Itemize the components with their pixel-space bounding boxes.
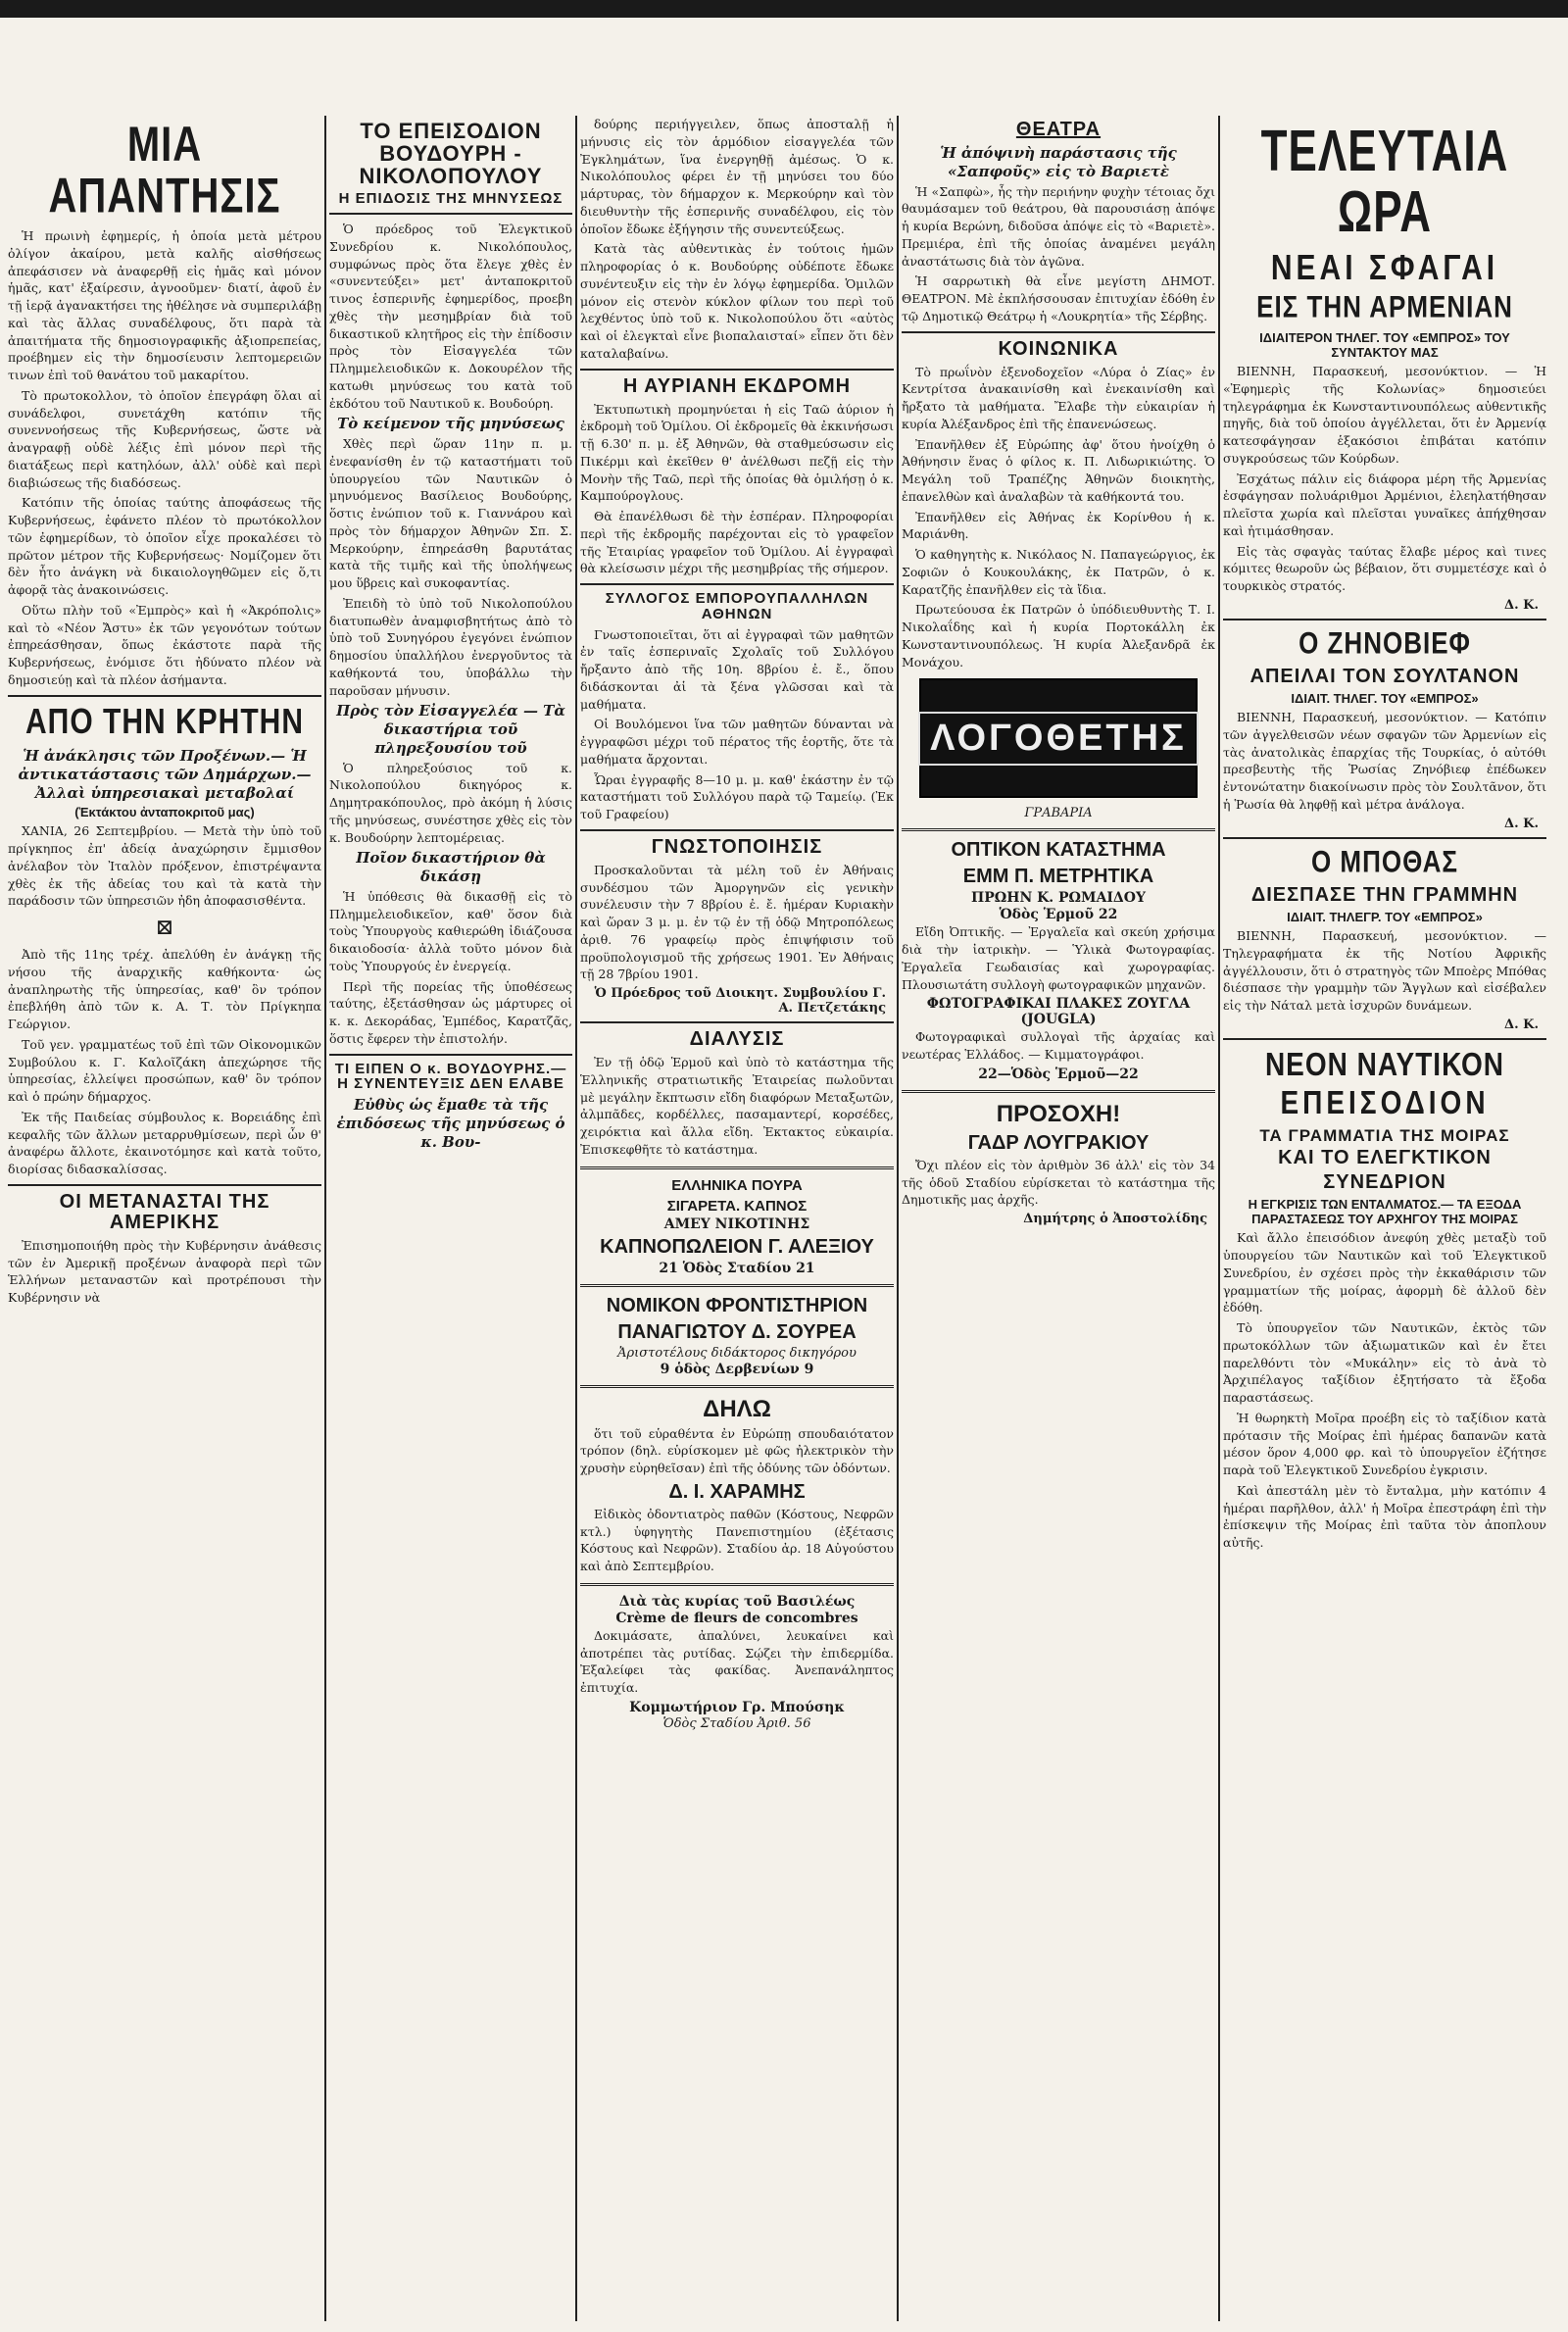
column-3 <box>580 116 894 1732</box>
headline-gnostopoiisis: ΓΝΩΣΤΟΠΟΙΗΣΙΣ <box>651 835 823 858</box>
column-rule <box>1218 116 1220 2321</box>
subheadline: Πρὸς τὸν Εἰσαγγελέα — Τὰ δικαστήρια τοῦ πληρεξουσίου τοῦ <box>336 702 565 757</box>
headline-armenia: ΕΙΣ ΤΗΝ ΑΡΜΕΝΙΑΝ <box>1256 288 1513 324</box>
ad-small: ΓΡΑΒΑΡΙΑ <box>1024 806 1093 821</box>
divider <box>1223 619 1546 620</box>
article-paragraph: Θὰ ἐπανέλθωσι δὲ τὴν ἑσπέραν. Πληροφορίαι περὶ τῆς ἐκδρομῆς παρέχονται εἰς τὸ γραφεῖον τῆς Ἐταιρίας γραφεῖον τοῦ Ὁμίλου. Αἱ ἐγγραφαὶ θὰ κλείσωσιν μέχρι τῆς μεσημβρίας τῆς σήμερον. <box>580 509 894 576</box>
ad-title: ΓΑΔΡ ΛΟΥΓΡΑΚΙΟΥ <box>967 1131 1150 1154</box>
ad-line: 22—Ὁδὸς Ἑρμοῦ—22 <box>978 1066 1139 1082</box>
signature: Δ. Κ. <box>1504 597 1539 613</box>
ad-paragraph: Δοκιμάσατε, ἀπαλύνει, λευκαίνει καὶ ἀποτρέπει τὰς ρυτίδας. Σῴζει τὴν ἐπιδερμίδα. Ἐξαλείφει τὰς φακίδας. Ἀνεπανάληπτος ἐπιτυχία. <box>580 1627 894 1695</box>
signature: Ὁ Πρόεδρος τοῦ Διοικητ. Συμβουλίου Γ. Α. Πετζετάκης <box>594 986 886 1016</box>
article-paragraph: Ὁ πληρεξούσιος τοῦ κ. Νικολοπούλου δικηγόρος κ. Δημητρακόπουλος, πρὸ ἀκόμη ἡ λύσις τῆς μηνύσεως, συνέστησε χθὲς εἰς τὸν κ. Βουδούρην λεπτομέρειας. <box>329 760 572 845</box>
ad-image-text: ΛΟΓΟΘΕΤΗΣ <box>918 712 1199 766</box>
divider <box>902 1090 1215 1093</box>
divider <box>1223 1038 1546 1040</box>
ad-small: Ἀριστοτέλους διδάκτορος δικηγόρου <box>617 1345 857 1361</box>
headline-metanastai: ΟΙ ΜΕΤΑΝΑΣΤΑΙ ΤΗΣ ΑΜΕΡΙΚΗΣ <box>59 1190 270 1233</box>
divider <box>580 369 894 371</box>
headline-synedrion: ΣΥΝΕΔΡΙΟΝ <box>1323 1171 1446 1194</box>
signature: Δημήτρης ὁ Ἀποστολίδης <box>1023 1212 1207 1226</box>
headline-koinonika: ΚΟΙΝΩΝΙΚΑ <box>998 337 1119 360</box>
article-paragraph: Ἡ θωρηκτὴ Μοῖρα προέβη εἰς τὸ ταξίδιον κατὰ πρότασιν τῆς Μοίρας ἐπὶ ἡμέρας δαπανῶν κατὰ μέσον ὅρον 4,000 φρ. καὶ τὸ ὑπουργεῖον ἐζήτησε παρὰ τοῦ Ἐλεγκτικοῦ Συνεδρίου ἐγκρισιν. <box>1223 1410 1546 1478</box>
headline-zinovief: Ο ΖΗΝΟΒΙΕΦ <box>1298 624 1471 661</box>
column-1 <box>8 116 321 1310</box>
article-paragraph: Ἐν τῇ ὁδῷ Ἑρμοῦ καὶ ὑπὸ τὸ κατάστημα τῆς Ἑλληνικῆς στρατιωτικῆς Ἐταιρείας πωλοῦνται μὲ μεγάλην ἔκπτωσιν εἴδη διαφόρων Μεταξωτῶν, ἀλμπᾶδες, κορδέλλες, πασαμαντερί, κορσέδες, χειρόκτια καὶ ἄλλα εἴδη. Ἐκτακτος εὐκαιρία. Ἐπισκεφθῆτε τὸ κατάστημα. <box>580 1055 894 1157</box>
article-paragraph: Καὶ ἄλλο ἐπεισόδιον ἀνεφύη χθὲς μεταξὺ τοῦ ὑπουργείου τῶν Ναυτικῶν καὶ τοῦ Ἐλεγκτικοῦ Συνεδρίου, ἐν σχέσει πρὸς τὴν ἐκκαθάρισιν τῶν γραμματίων τῆς μοίρας, ἀφορμὴ δὲ ἀλλοῦ δὲν ἐδόθη. <box>1223 1230 1546 1315</box>
headline-syllogos: ΣΥΛΛΟΓΟΣ ΕΜΠΟΡΟΥΠΑΛΛΗΛΩΝ ΑΘΗΝΩΝ <box>605 590 869 622</box>
column-5 <box>1223 116 1546 1555</box>
article-paragraph: Ἡ σαρρωτικὴ θὰ εἶνε μεγίστη ΔΗΜΟΤ. ΘΕΑΤΡΟΝ. Μὲ ἐκπλήσσουσαν ἐπιτυχίαν ἐδόθη ἐν τῷ Δημοτικῷ Θεάτρῳ ἡ «Λουκρητία» τῆς Σέρβης. <box>902 273 1215 323</box>
subheadline: Ποῖον δικαστήριον θὰ δικάσῃ <box>356 849 546 886</box>
headline-neon-naftikon: ΝΕΟΝ ΝΑΥΤΙΚΟΝ <box>1264 1045 1505 1082</box>
article-paragraph: Ἡ πρωινὴ ἐφημερίς, ἡ ὁποία μετὰ μέτρου ὀλίγον ἀκαίρου, μετὰ καλῆς αἰσθήσεως ἀπεφάσισεν νὰ ἀναφερθῇ εἰς ἡμᾶς καὶ μόνον ἡμᾶς, κατ' ἐξαίρεσιν, ἀγνοοῦμεν· διατί, ἀφοῦ ἐν τῇ ἱερᾷ ἀγανακτήσει της ἠθέλησε νὰ συμπεριλάβῃ καὶ τὰς ἄλλας συναδέλφους, ὅτι παρὰ τὰ ἀπαιτήματα τῆς δημοσιογραφικῆς ἀξιοπρεπείας, προέβημεν εἰς τὴν δημοσίευσιν λεπτομερειῶν τινων ἐπὶ τοῦ θανάτου τοῦ μακαρίτου. <box>8 228 321 382</box>
telegram-dateline: ΙΔΙΑΙΤ. ΤΗΛΕΓ. ΤΟΥ «ΕΜΠΡΟΣ» <box>1291 691 1479 707</box>
headline-mia-apantisis: ΜΙΑ ΑΠΑΝΤΗΣΙΣ <box>48 118 281 223</box>
ad-line: ΑΜΕΥ ΝΙΚΟΤΙΝΗΣ <box>663 1216 810 1232</box>
headline-diespase: ΔΙΕΣΠΑΣΕ ΤΗΝ ΓΡΑΜΜΗΝ <box>1250 884 1519 907</box>
ad-paragraph: Εἴδη Ὀπτικῆς. — Ἐργαλεῖα καὶ σκεύη χρήσιμα διὰ τὴν ἰατρικὴν. — Ὑλικὰ Φωτογραφίας. Ἐργαλεῖα Γεωδαισίας καὶ χωρογραφίας. Πλουσιωτάτη συλλογὴ φωτογραφικῶν μηχανῶν. <box>902 924 1215 992</box>
headline-avriani-ekdromi: Η ΑΥΡΙΑΝΗ ΕΚΔΡΟΜΗ <box>622 374 852 397</box>
article-paragraph: Κατὰ τὰς αὐθεντικὰς ἐν τούτοις ἡμῶν πληροφορίας ὁ κ. Βουδούρης οὐδέποτε ἔδωκε συνέντευξιν εἰς τὴν ἐν λόγῳ ἐφημερίδα. Ὁμιλῶν μόνον εἰς στενὸν κύκλον φίλων του περὶ τοῦ λεχθέντος ὑπὸ τοῦ κ. Νικολοπούλου ὅτι «αὐτὸς καὶ οἱ ἐλεγκταὶ εἶνε βιοπαλαισταί» εἶπεν ὅτι δὲν καταλαβαίνω. <box>580 241 894 361</box>
page-top-border <box>0 0 1568 18</box>
article-paragraph: Κατόπιν τῆς ὁποίας ταύτης ἀποφάσεως τῆς Κυβερνήσεως, ἐφάνετο πλέον τὸ πρωτόκολλον τῶν ἐφημερίδων, τὸ ὁποῖον εἶχε προκαλέσει τὸ πρῶτον μέτρον τῆς Κυβερνήσεως· Νομίζομεν ὅτι δὲν ἦτο ἀνάγκη νὰ δικαιολογηθῶμεν εἰς ὅ,τι ἀφορᾷ τὰς ἀνακοινώσεις. <box>8 495 321 597</box>
ad-small: Ὁδὸς Σταδίου Ἀριθ. 56 <box>662 1715 811 1731</box>
ad-line: ΦΩΤΟΓΡΑΦΙΚΑΙ ΠΛΑΚΕΣ ΖΟΥΓΛΑ (JOUGLA) <box>926 996 1191 1028</box>
article-paragraph: ΧΑΝΙΑ, 26 Σεπτεμβρίου. — Μετὰ τὴν ὑπὸ τοῦ πρίγκηπος ἐπ' ἀδείᾳ ἀναχώρησιν ἔμμισθον ἀνέλαβον τὸν Ἰταλὸν πρόξενον, ἐπιστρέψαντα χθὲς ἐκ τῆς ἀδείας του καὶ τὰ κατὰ τὴν παράδοσιν τῶν ὑπηρεσιῶν ἠδη ἀποφασισθέντα. <box>8 823 321 909</box>
article-paragraph: Γνωστοποιεῖται, ὅτι αἱ ἐγγραφαὶ τῶν μαθητῶν ἐν ταῖς ἑσπεριναῖς Σχολαῖς τοῦ Συλλόγου ἤρξαντο ἀπὸ τῆς 10η. 8βρίου ἐ. ἔ., ὅπου διδάσκονται ἀἱ τὰ ξένα γλῶσσαι καὶ τὰ μαθήματα. <box>580 626 894 712</box>
ad-line: Κομμωτήριον Γρ. Μπούσηκ <box>629 1699 845 1715</box>
subheadline: Ἡ ἀνάκλησις τῶν Προξένων.— Ἡ ἀντικατάστασις τῶν Δημάρχων.— Ἀλλαὶ ὑπηρεσιακαὶ μεταβολαί <box>18 747 312 802</box>
headline-theatra: ΘΕΑΤΡΑ <box>1015 119 1102 140</box>
divider <box>580 1284 894 1287</box>
ad-title: ΔΗΛΩ <box>703 1395 771 1422</box>
ad-paragraph: Φωτογραφικαὶ συλλογαὶ τῆς ἀρχαίας καὶ νεωτέρας Ἑλλάδος. — Κιμματογράφοι. <box>902 1029 1215 1062</box>
column-rule <box>324 116 326 2321</box>
article-paragraph: δούρης περιήγγειλεν, ὅπως ἀποσταλῇ ἡ μήνυσις εἰς τὸν ἁρμόδιον εἰσαγγελέα τῶν Ἐγκλημάτων, ἵνα ἐνεργηθῇ ἀμέσως. Ὁ κ. Νικολόπουλος φέρει ἐν τῇ μηνύσει του δύο μάρτυρας, τὸν δήμαρχον κ. Μερκούρην καὶ τὸν διευθυντὴν τῆς ἑσπερινῆς συναδέλφου, εἰς τὸν ὁποῖον ἔδωκε ἐξήγησιν τῆς συνεντεύξεως. <box>580 117 894 236</box>
column-2 <box>329 116 572 1153</box>
divider <box>902 331 1215 333</box>
article-paragraph: Ἡ «Σαπφὼ», ἧς τὴν περιήνην φυχὴν τέτοιας ὄχι θαυμάσαμεν τοῦ θεάτρου, θὰ παρουσιάσῃ ἀπόψε ἡ κυρία Βερώνη, διδοῦσα ἀπόψε εἰς τὸ «Βαριετὲ». Πρεμιέρα, ἐπὶ τῆς ὁποίας ἀναμένει μεγάλη ἀναστάτωσις διὰ τὸν ἀγῶνα. <box>902 183 1215 269</box>
headline-apeilai: ΑΠΕΙΛΑΙ ΤΟΝ ΣΟΥΛΤΑΝΟΝ <box>1250 666 1520 688</box>
ad-title: ΣΙΓΑΡΕΤΑ. ΚΑΠΝΟΣ <box>666 1197 808 1215</box>
headline-bothas: Ο ΜΠΟΘΑΣ <box>1310 843 1458 879</box>
ad-title: ΠΑΝΑΓΙΩΤΟΥ Δ. ΣΟΥΡΕΑ <box>617 1320 857 1343</box>
divider <box>8 1184 321 1186</box>
divider <box>580 1021 894 1023</box>
ad-title: ΝΟΜΙΚΟΝ ΦΡΟΝΤΙΣΤΗΡΙΟΝ <box>606 1294 868 1316</box>
divider <box>1223 837 1546 839</box>
ad-line: Ὁδὸς Ἑρμοῦ 22 <box>999 907 1118 923</box>
signature: Δ. Κ. <box>1504 1017 1539 1032</box>
divider <box>329 1054 572 1056</box>
column-rule <box>897 116 899 2321</box>
divider <box>329 213 572 215</box>
ad-title: ΠΡΟΣΟΧΗ! <box>996 1100 1121 1127</box>
article-paragraph: Ἐπανῆλθεν ἐξ Εὐρώπης ἀφ' ὅτου ἠνοίχθη ὁ Ἀθήνησιν ἕνας ὁ φίλος κ. Π. Λιδωρικιώτης. Ὁ Μεγάλη τοῦ Τραπέζης Ἀθηνῶν διοικητὴς, ἐπανελθὼν καὶ ἀναλαβὼν τὰ καθήκοντά του. <box>902 436 1215 504</box>
divider <box>580 1385 894 1388</box>
column-rule <box>575 116 577 2321</box>
ad-title: ΟΠΤΙΚΟΝ ΚΑΤΑΣΤΗΜΑ <box>951 839 1166 862</box>
article-paragraph: Περὶ τῆς πορείας τῆς ὑποθέσεως ταύτης, ἐξετάσθησαν ὡς μάρτυρες οἱ κ. κ. Δεκοράδας, Ἐμπέδος, Καρατζᾶς, ὅστις ἔφερεν τὴν ἐπιστολήν. <box>329 978 572 1046</box>
article-paragraph: Ἐσχάτως πάλιν εἰς διάφορα μέρη τῆς Ἀρμενίας ἐσφάγησαν πολυάριθμοι Ἀρμένιοι, ἐλεηλατήθησαν πλεῖστα χωρία καὶ πλεῖσται γυναῖκες ἀπήχθησαν καὶ ἠτιμάσθησαν. <box>1223 471 1546 538</box>
article-paragraph: Ἡ ὑπόθεσις θὰ δικασθῇ εἰς τὸ Πλημμελειοδικεῖον, καθ' ὅσον διὰ τοὺς Ὑπουργοὺς καθιερώθη ἰδιάζουσα δικαιοδοσία· ἀλλὰ τοῦτο μόνον διὰ τοὺς Ὑπουργούς ἐν ἐνεργείᾳ. <box>329 888 572 973</box>
ad-title: ΚΑΠΝΟΠΩΛΕΙΟΝ Γ. ΑΛΕΞΙΟΥ <box>600 1235 874 1258</box>
section-ornament-icon: ⊠ <box>155 916 174 940</box>
ad-title: Δ. Ι. ΧΑΡΑΜΗΣ <box>668 1480 806 1503</box>
logothetis-ad-image <box>919 678 1198 798</box>
ad-line: ΠΡΩΗΝ Κ. ΡΩΜΑΙΔΟΥ <box>971 890 1146 907</box>
article-paragraph: Οὕτω πλὴν τοῦ «Ἐμπρὸς» καὶ ἡ «Ἀκρόπολις» καὶ τὸ «Νέον Ἄστυ» ἐκ τῶν γεγονότων τούτων ἐπηρεάσθησαν, ὅπως ἐκάστοτε παρὰ τῆς Κυβερνήσεως, ἐνόμισε ὅτι ἠδύνατο πλέον νὰ δημοσιεύῃ καὶ τὰ πλέον ἀσήμαντα. <box>8 602 321 687</box>
article-paragraph: Εἰς τὰς σφαγὰς ταύτας ἔλαβε μέρος καὶ τινες κόμιτες θεωροῦν ὡς βέβαιον, ὅτι συμμετέσχε καὶ ὁ τουρκικὸς στρατός. <box>1223 543 1546 594</box>
subheadline: Η ΕΓΚΡΙΣΙΣ ΤΩΝ ΕΝΤΑΛΜΑΤΟΣ.— ΤΑ ΕΞΟΔΑ ΠΑΡΑΣΤΑΣΕΩΣ ΤΟΥ ΑΡΧΗΓΟΥ ΤΗΣ ΜΟΙΡΑΣ <box>1248 1197 1522 1227</box>
article-paragraph: Ἐκτυπωτικὴ προμηνύεται ἡ εἰς Ταῶ ἀύριον ἡ ἐκδρομὴ τοῦ Ὁμίλου. Οἱ ἐκδρομεῖς θὰ ἐκκινήσωσι τῇ 6.30' π. μ. ἐξ Ἀθηνῶν, θὰ σταθμεύσωσιν εἰς Πικέρμι καὶ ἐκεῖθεν θ' ἀνέλθωσι πεζῇ εἰς τὴν Μονὴν τῆς Ταῶ, περὶ τῆς ὁποίας θὰ ὁμιλήσῃ ὁ κ. Καμπούρογλους. <box>580 401 894 504</box>
telegram-dateline: ΙΔΙΑΙΤ. ΤΗΛΕΓΡ. ΤΟΥ «ΕΜΠΡΟΣ» <box>1287 910 1483 925</box>
column-4 <box>902 116 1215 1230</box>
divider <box>902 828 1215 831</box>
signature: Δ. Κ. <box>1504 816 1539 831</box>
ad-paragraph: ὅτι τοῦ εὑραθέντα ἐν Εὐρώπῃ σπουδαιότατον τρόπον (δηλ. εὑρίσκομεν μὲ φῶς ἠλεκτρικὸν τὴν χρυσὴν εὐρηθεῖσαν) ἐπὶ τῆς ὀδύνης τῶν ὀδόντων. <box>580 1425 894 1475</box>
ad-title: ΕΛΛΗΝΙΚΑ ΠΟΥΡΑ <box>671 1176 803 1194</box>
headline-epeisodion: ΤΟ ΕΠΕΙΣΟΔΙΟΝ ΒΟΥΔΟΥΡΗ - ΝΙΚΟΛΟΠΟΥΛΟΥ <box>359 119 543 189</box>
headline-dialysis: ΔΙΑΛΥΣΙΣ <box>689 1028 785 1050</box>
article-paragraph: Πρωτεύουσα ἐκ Πατρῶν ὁ ὑπόδιευθυντὴς Τ. Ι. Νικολαΐδης καὶ ἡ κυρία Πορτοκάλλη ἐκ Κωνσταντινουπόλεως. Ἡ κυρία Ἀλεξανδρᾶ ἐκ Μονάχου. <box>902 602 1215 670</box>
ad-line: Crème de fleurs de concombres <box>615 1610 858 1626</box>
subheadline: Εὐθὺς ὡς ἔμαθε τὰ τῆς ἐπιδόσεως τῆς μηνύσεως ὁ κ. Βου- <box>336 1096 565 1151</box>
article-paragraph: Ὧραι ἐγγραφῆς 8—10 μ. μ. καθ' ἑκάστην ἐν τῷ καταστήματι τοῦ Συλλόγου παρὰ τῷ Ταμείῳ. (Ἐκ τοῦ Γραφείου) <box>580 771 894 821</box>
divider <box>580 829 894 831</box>
headline-ti-eipen: ΤΙ ΕΙΠΕΝ Ο κ. ΒΟΥΔΟΥΡΗΣ.— Η ΣΥΝΕΝΤΕΥΞΙΣ ΔΕΝ ΕΛΑΒΕ <box>334 1060 567 1093</box>
ad-paragraph: Ὄχι πλέον εἰς τὸν ἀριθμὸν 36 ἀλλ' εἰς τὸν 34 τῆς ὁδοῦ Σταδίου εὑρίσκεται τὸ κατάστημα τῆς Δημοτικῆς μας ἀρχῆς. <box>902 1157 1215 1208</box>
article-paragraph: Ἐπανῆλθεν εἰς Ἀθήνας ἐκ Κορίνθου ἡ κ. Μαριάνθη. <box>902 509 1215 542</box>
article-paragraph: Ἐπειδὴ τὸ ὑπὸ τοῦ Νικολοπούλου διατυπωθὲν ἀναμφισβητήτως ἀπὸ τὸ ὑπὸ τοῦ Συνηγόρου ἐγεγόνει ἐνώπιον δημοσίου ὑπαλλήλου ἐνεργοῦντος τὰ καθήκοντά του, ὑποβάλλω τὴν παροῦσαν μήνυσιν. <box>329 595 572 698</box>
article-paragraph: Οἱ Βουλόμενοι ἵνα τῶν μαθητῶν δύνανται νὰ ἐγγραφῶσι μέχρι τοῦ πέρατος τῆς ἑορτῆς, ὅτε τὰ μαθήματα ἄρχονται. <box>580 717 894 767</box>
article-paragraph: Ὁ καθηγητὴς κ. Νικόλαος Ν. Παπαγεώργιος, ἐκ Σοφιῶν ὁ Κουκουλάκης, ἐκ Πατρῶν, ὁ κ. Καρατζῆς ἐπανῆλθεν εἰς τὰ ἴδια. <box>902 547 1215 597</box>
subheadline: Ἡ ἀπόψινὴ παράστασις τῆς «Σαπφοῦς» εἰς τὸ Βαριετὲ <box>940 144 1177 180</box>
article-paragraph: Προσκαλοῦνται τὰ μέλη τοῦ ἐν Ἀθήναις συνδέσμου τῶν Ἀμοργηνῶν εἰς γενικὴν συνέλευσιν τὴν 7 8βρίου ἐ. ἔ. ἡμέραν Κυριακὴν καὶ ὥραν 3 μ. μ. ἐν τῷ ἐν τῇ ὁδῷ Μητροπόλεως ἀριθ. 76 γραφείῳ πρὸς ἐπιψήφισιν τοῦ προϋπολογισμοῦ τῆς χρήσεως 1901. Ἐν Ἀθήναις τῇ 28 7βρίου 1901. <box>580 862 894 982</box>
divider <box>580 583 894 585</box>
ad-line: 9 ὁδὸς Δερβενίων 9 <box>660 1361 814 1377</box>
correspondent-note: (Ἐκτάκτου ἀνταποκριτοῦ μας) <box>74 805 255 820</box>
headline-teleftaia-ora: ΤΕΛΕΥΤΑΙΑ ΩΡΑ <box>1260 119 1509 245</box>
article-paragraph: Ὁ πρόεδρος τοῦ Ἐλεγκτικοῦ Συνεδρίου κ. Νικολόπουλος, συμφώνως πρὸς ὅτα ἔλεγε χθὲς ἐν «συνεντεύξει» μετ' ἀνταποκριτοῦ τινος ἑσπερινῆς ἐφημερίδος, προεβη χθὲς τὴν μεσημβρίαν διὰ τοῦ δικαστικοῦ κλητῆρος εἰς τὴν ἐπίδοσιν πρὸς τὸν Εἰσαγγελέα τῶν Πλημμελειοδικῶν κ. Δοκουρέλον τῆς κατωθι μηνύσεως του κατὰ τοῦ ἐκδότου τοῦ Ναυτικοῦ κ. Βουδούρη. <box>329 222 572 411</box>
divider <box>8 695 321 697</box>
ad-title: ΕΜΜ Π. ΜΕΤΡΗΤΙΚΑ <box>962 866 1154 888</box>
ad-line: 21 Ὁδὸς Σταδίου 21 <box>659 1260 815 1276</box>
article-paragraph: Τὸ πρωτοκολλον, τὸ ὁποῖον ἐπεγράφη ὅλαι αἱ συνάδελφοι, συνετάχθη κατόπιν τῆς συνεννοήσεως τῆς Κυβερνήσεως, ὥστε νὰ ἀναγραφῇ οὐδὲ λέξις ἐπὶ μόνον περὶ τῆς διατάξεως περὶ κατηλόων, ἀλλ' οὐδὲ καὶ περὶ διαβιώσεως τῆς διαδόσεως. <box>8 387 321 490</box>
subheadline-epidosis: Η ΕΠΙΔΟΣΙΣ ΤΗΣ ΜΗΝΥΣΕΩΣ <box>338 190 564 208</box>
article-paragraph: Ἀπὸ τῆς 11ης τρέχ. ἀπελύθη ἐν ἀνάγκῃ τῆς νήσου τῆς ἀναρχικῆς καθήκοντα· ὡς ἀναπληρωτὴς τῆς ὑπηρεσίας, καθ' ὃν τρόπον ἐπεβλήθη ἀπὸ τῶν κ. Α. Τ. τὸν Πρίγκηπα Γεώργιον. <box>8 947 321 1031</box>
ad-paragraph: Εἰδικὸς ὀδοντιατρὸς παθῶν (Κόστους, Νεφρῶν κτλ.) ὑφηγητὴς Πανεπιστημίου (ἐξέτασις Κόστους καὶ Νεφρῶν). Σταδίου ἀρ. 18 Αὐγούστου καὶ ἀπὸ Σεπτεμβρίου. <box>580 1506 894 1573</box>
article-paragraph: Τὸ πρωΐνὸν ἐξενοδοχεῖον «Λύρα ὁ Ζίας» ἐν Κεντρίτσα ἀνακαινίσθη καὶ ἐνεκαινίσθη καὶ ἤρξατο τὰ μαθήματα. Ἔλαβε τὴν εὐκαιρίαν ἡ κυρία Ἀλέξανδρος ἐπὶ τῆς ἐπανενώσεως. <box>902 364 1215 431</box>
ad-line: Διὰ τὰς κυρίας τοῦ Βασιλέως <box>618 1593 856 1610</box>
article-paragraph: Ἐπισημοποιήθη πρὸς τὴν Κυβέρνησιν ἀνάθεσις τῶν ἐν Ἀμερικῇ προξένων ἀναφορὰ περὶ τῶν Ἑλλήνων μεταναστῶν καὶ προτρέπουσι τὴν Κυβέρνησιν νὰ <box>8 1237 321 1305</box>
divider <box>580 1166 894 1169</box>
subheadline: Τὸ κείμενον τῆς μηνύσεως <box>337 415 564 433</box>
headline-grammatia: ΤΑ ΓΡΑΜΜΑΤΙΑ ΤΗΣ ΜΟΙΡΑΣ <box>1259 1125 1510 1145</box>
article-paragraph: ΒΙΕΝΝΗ, Παρασκευή, μεσονύκτιον. — Κατόπιν τῶν ἀγγελθεισῶν νέων σφαγῶν τῶν Ἀρμενίων εἰς τὰς ἀνατολικὰς ἐπαρχίας τῆς Τουρκίας, ὁ αὐτόθι πρεσβευτὴς τῆς Ῥωσίας Ζηνόβιεφ ἐπέδωκεν ἐντονώτατην διακοίνωσιν πρὸς τὸν Σουλτᾶνον, ὅτι ἡ Ῥωσία θὰ ληφθῇ καὶ μέτρα ἀνάλογα. <box>1223 710 1546 812</box>
headline-epeisodion: ΕΠΕΙΣΟΔΙΟΝ <box>1280 1084 1490 1121</box>
article-paragraph: ΒΙΕΝΝΗ, Παρασκευή, μεσονύκτιον. — Ἡ «Ἐφημερὶς τῆς Κολωνίας» δημοσιεύει τηλεγράφημα ἐκ Κωνσταντινουπόλεως αὐθεντικῆς πηγῆς, διὰ τοῦ ὁποίου ἀγγέλλεται, ὅτι ἐν Ἀρμενίᾳ κατεσφάγησαν ἑξακόσιοι ἐπιβάται κατόπιν συγκρούσεως τῶν Κούρδων. <box>1223 364 1546 466</box>
headline-neai-sfagai: ΝΕΑΙ ΣΦΑΓΑΙ <box>1270 249 1499 288</box>
headline-apo-tin-kritin: ΑΠΟ ΤΗΝ ΚΡΗΤΗΝ <box>25 702 304 741</box>
article-paragraph: Χθὲς περὶ ὥραν 11ην π. μ. ἐνεφανίσθη ἐν τῷ καταστήματι τοῦ ὑπουργείου τῶν Ναυτικῶν ὁ μηνυόμενος Βασίλειος Βουδούρης, ὅστις ἐνώπιον τοῦ κ. Γιαννάρου καὶ πρὸς τὸν δήμαρχον Ἀθηνῶν Σπ. Σ. Μερκούρην, ἐπηρεάσθη βαρυτάτας κατὰ τῆς τιμῆς καὶ τῆς ὑπολήψεως μου ὕβρεις καὶ συκοφαντίας. <box>329 436 572 591</box>
article-paragraph: Ἐκ τῆς Παιδείας σύμβουλος κ. Βορειάδης ἐπὶ κεφαλῆς τῶν ἄλλων μεταρρυθμίσεων, περὶ ὧν θ' ἀναφέρω ἄλλοτε, ἐκαινοτόμησε καὶ κατὰ τοῦτο, διορίσας διδασκαλίσσας. <box>8 1109 321 1176</box>
article-paragraph: ΒΙΕΝΝΗ, Παρασκευή, μεσονύκτιον. — Τηλεγραφήματα ἐκ τῆς Νοτίου Ἀφρικῆς ἀγγέλλουσιν, ὅτι ὁ στρατηγὸς τῶν Μποὲρς Μπόθας διέσπασε τὴν γραμμὴν τῶν Ἄγγλων καὶ εἰσέβαλεν εἰς τὴν Νάταλ μετὰ ἰσχυρῶν δυνάμεων. <box>1223 928 1546 1014</box>
article-paragraph: Τὸ ὑπουργεῖον τῶν Ναυτικῶν, ἐκτὸς τῶν πρωτοκόλλων τῶν ἀξιωματικῶν καὶ ἐν ἔτει παρελθόντι τὸν «Μυκάλην» εἰς τὸ ἀνὰ τὸ Ἀρχιπέλαγος ταξίδιον ἐξητήσατο τὰ ἔξοδα παραστάσεως. <box>1223 1320 1546 1406</box>
divider <box>580 1583 894 1586</box>
headline-elegktikon: ΚΑΙ ΤΟ ΕΛΕΓΚΤΙΚΟΝ <box>1278 1147 1492 1169</box>
article-paragraph: Καὶ ἀπεστάλη μὲν τὸ ἔνταλμα, μὴν κατόπιν 4 ἡμέραι παρῆλθον, ἀλλ' ἡ Μοῖρα ἐπεστράφη ἐπὶ τὴν ἐπίσκεψιν τῆς Μοίρας ἐπὶ ταῦτα τὸν ἀποπλουν αὐτῆς. <box>1223 1482 1546 1551</box>
telegram-dateline: ΙΔΙΑΙΤΕΡΟΝ ΤΗΛΕΓ. ΤΟΥ «ΕΜΠΡΟΣ» ΤΟΥ ΣΥΝΤΑΚΤΟΥ ΜΑΣ <box>1259 330 1510 361</box>
article-paragraph: Τοῦ γεν. γραμματέως τοῦ ἐπὶ τῶν Οἰκονομικῶν Συμβούλου κ. Γ. Καλοῖζάκη ἀπεχώρησε τῆς ὑπηρεσίας, ἐλλείψει προσώπων, καθ' ὃν τρόπον καὶ ὁ πρώην δήμαρχος. <box>8 1036 321 1104</box>
